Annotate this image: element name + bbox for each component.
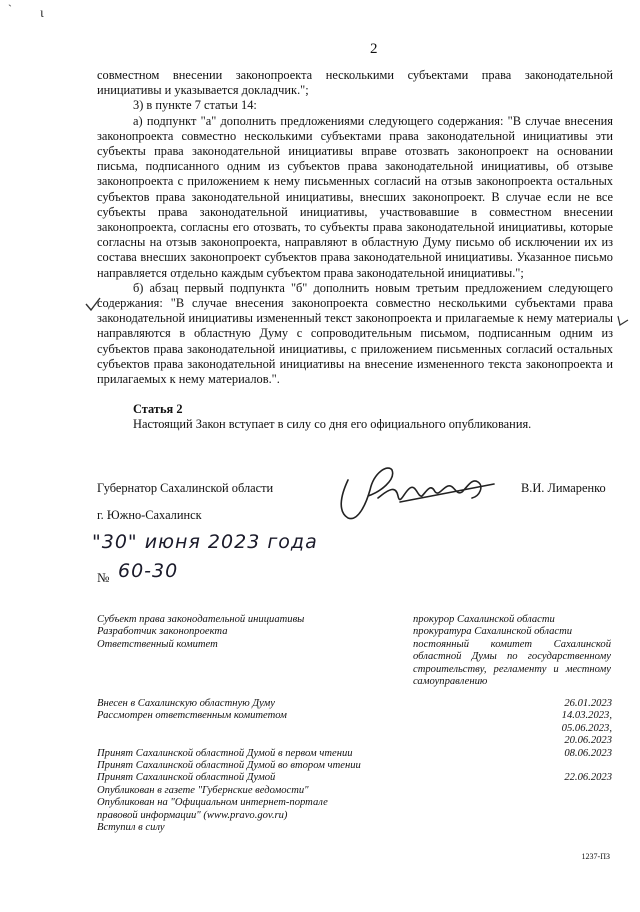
handwritten-number: 60-30 [118, 560, 179, 582]
check-mark-icon [615, 312, 631, 328]
scan-mark: ɩ [40, 6, 44, 21]
meta-value: прокурор Сахалинской области [413, 614, 555, 625]
page-number: 2 [370, 41, 378, 57]
paragraph: совместном внесении законопроекта несколькими субъектами права законодательной инициативы и указывается докладчик."; [97, 68, 613, 98]
scan-mark: ˋ [8, 2, 12, 16]
meta-value: постоянный комитет Сахалинской областной Думы по государственному строительству, регламенту и местному самоуправлению [413, 638, 611, 688]
history-label: Опубликован на "Официальном интернет-портале правовой информации" (www.pravo.gov.ru) [97, 797, 328, 821]
meta-label: Субъект права законодательной инициативы [97, 614, 305, 625]
paragraph: б) абзац первый подпункта "б" дополнить новым третьим предложением следующего содержания: "В случае внесения законопроекта совместно несколькими субъектами права законодательной инициативы измененный текст законопроекта и прилагаемые к нему материалы направляются в областную Думу с сопроводительным письмом, подписанным одним из субъектов права законодательной инициативы, с приложением письменных согласий остальных субъектов права законодательной инициативы на внесение измененного текста законопроекта и прилагаемых к нему материалов.". [97, 280, 613, 387]
meta-label: Ответственный комитет [97, 638, 218, 650]
history-dates [562, 698, 612, 785]
article-text: Настоящий Закон вступает в силу со дня его официального опубликования. [133, 417, 532, 432]
meta-value: прокуратура Сахалинской области [413, 626, 573, 638]
history-label [97, 735, 397, 747]
history-labels [97, 698, 397, 834]
governor-title: Губернатор Сахалинской области [97, 481, 274, 495]
meta-label: Разработчик законопроекта [97, 626, 228, 638]
history-label: Вступил в силу [97, 822, 165, 834]
history-label: Принят Сахалинской областной Думой в первом чтении [97, 747, 353, 759]
handwritten-date: "30" июня 2023 года [92, 531, 318, 553]
number-prefix: № [97, 570, 110, 585]
check-mark-icon [84, 296, 102, 312]
article-heading: Статья 2 [133, 402, 183, 417]
history-label [97, 723, 397, 735]
history-date: 20.06.2023 [564, 735, 612, 747]
meta-labels [97, 614, 397, 651]
history-label: Внесен в Сахалинскую областную Думу [97, 698, 275, 709]
history-label: Опубликован в газете "Губернские ведомости" [97, 784, 309, 796]
history-date: 08.06.2023 [564, 747, 612, 759]
meta-values [413, 614, 611, 688]
paragraph: а) подпункт "а" дополнить предложениями следующего содержания: "В случае внесения законопроекта совместно несколькими субъектами права законодательной инициативы эти субъекты права законодательной инициативы вправе отозвать законопроект на основании письма, подписанного одним из субъектов права законодательной инициативы, об отзыве законопроекта с приложением к нему письменных согласий на отзыв законопроекта остальных субъектов права законодательной инициативы, внесших законопроект. В случае если не все субъекты права законодательной инициативы, участвовавшие в совместном внесении законопроекта, согласны его отозвать, то субъекты права законодательной инициативы, которые согласны на отзыв законопроекта, направляют в областную Думу письмо об исключении их из состава внесших законопроект субъектов права законодательной инициативы. Указанное письмо направляется отдельно каждым субъектом права законодательной инициативы."; [97, 113, 613, 280]
history-date [562, 760, 612, 772]
history-label: Рассмотрен ответственным комитетом [97, 710, 287, 722]
history-date: 22.06.2023 [564, 772, 612, 784]
history-date: 14.03.2023, [561, 710, 612, 722]
city: г. Южно-Сахалинск [97, 508, 202, 522]
history-label: Принят Сахалинской областной Думой во втором чтении [97, 760, 361, 771]
paragraph: 3) в пункте 7 статьи 14: [133, 98, 257, 113]
governor-name: В.И. Лимаренко [521, 481, 606, 495]
history-date: 05.06.2023, [561, 722, 612, 734]
law-body [97, 68, 613, 433]
history-date: 26.01.2023 [564, 698, 612, 709]
document-code: 1237-ПЗ [581, 852, 610, 861]
signature-image [330, 452, 505, 530]
history-label: Принят Сахалинской областной Думой [97, 772, 276, 784]
